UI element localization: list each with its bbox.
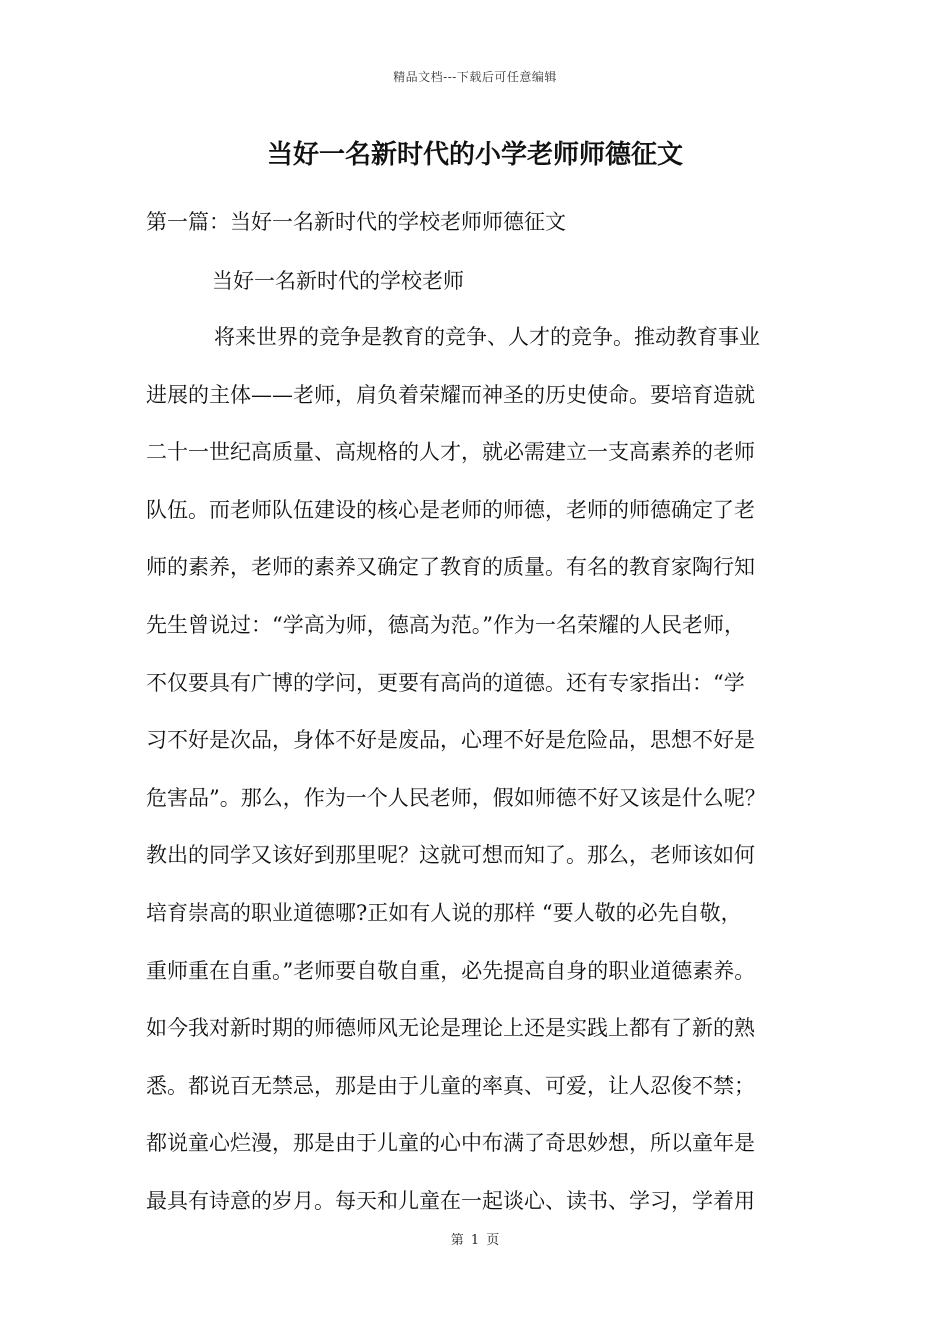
body-line: 悉。都说百无禁忌，那是由于儿童的率真、可爱，让人忍俊不禁； [146, 1073, 755, 1098]
page-number: 第 1 页 [450, 1233, 500, 1248]
body-line: 二十一世纪高质量、高规格的人才，就必需建立一支高素养的老师 [146, 440, 755, 465]
body-text [146, 318, 816, 1240]
body-line: 师的素养，老师的素养又确定了教育的质量。有名的教育家陶行知 [146, 555, 755, 580]
section-heading: 第一篇：当好一名新时代的学校老师师德征文 [146, 210, 566, 234]
body-line: 如今我对新时期的师德师风无论是理论上还是实践上都有了新的熟 [146, 1016, 755, 1041]
body-line: 不仅要具有广博的学问，更要有高尚的道德。还有专家指出：“学 [146, 670, 745, 695]
body-line: 习不好是次品，身体不好是废品，心理不好是危险品，思想不好是 [146, 728, 755, 753]
body-line: 都说童心烂漫，那是由于儿童的心中布满了奇思妙想，所以童年是 [146, 1131, 755, 1156]
body-line: 先生曾说过：“学高为师，德高为范。”作为一名荣耀的人民老师， [146, 612, 745, 637]
body-line: 危害品”。那么，作为一个人民老师，假如师德不好又该是什么呢？ [146, 785, 766, 810]
body-line: 重师重在自重。”老师要自敬自重，必先提高自身的职业道德素养。 [146, 958, 756, 983]
body-line: 培育崇高的职业道德哪?正如有人说的那样 “要人敬的必先自敬， [146, 900, 742, 925]
page-header: 精品文档---下载后可任意编辑 [393, 70, 557, 84]
body-line: 教出的同学又该好到那里呢？这就可想而知了。那么，老师该如何 [146, 843, 755, 868]
body-line: 最具有诗意的岁月。每天和儿童在一起谈心、读书、学习，学着用 [146, 1188, 755, 1213]
document-title: 当好一名新时代的小学老师师德征文 [266, 140, 683, 170]
body-line: 队伍。而老师队伍建设的核心是老师的师德，老师的师德确定了老 [146, 497, 755, 522]
body-line: 将来世界的竞争是教育的竞争、人才的竞争。推动教育事业 [214, 325, 760, 349]
body-line: 进展的主体——老师，肩负着荣耀而神圣的历史使命。要培育造就 [146, 382, 755, 407]
essay-subheading: 当好一名新时代的学校老师 [212, 269, 464, 293]
